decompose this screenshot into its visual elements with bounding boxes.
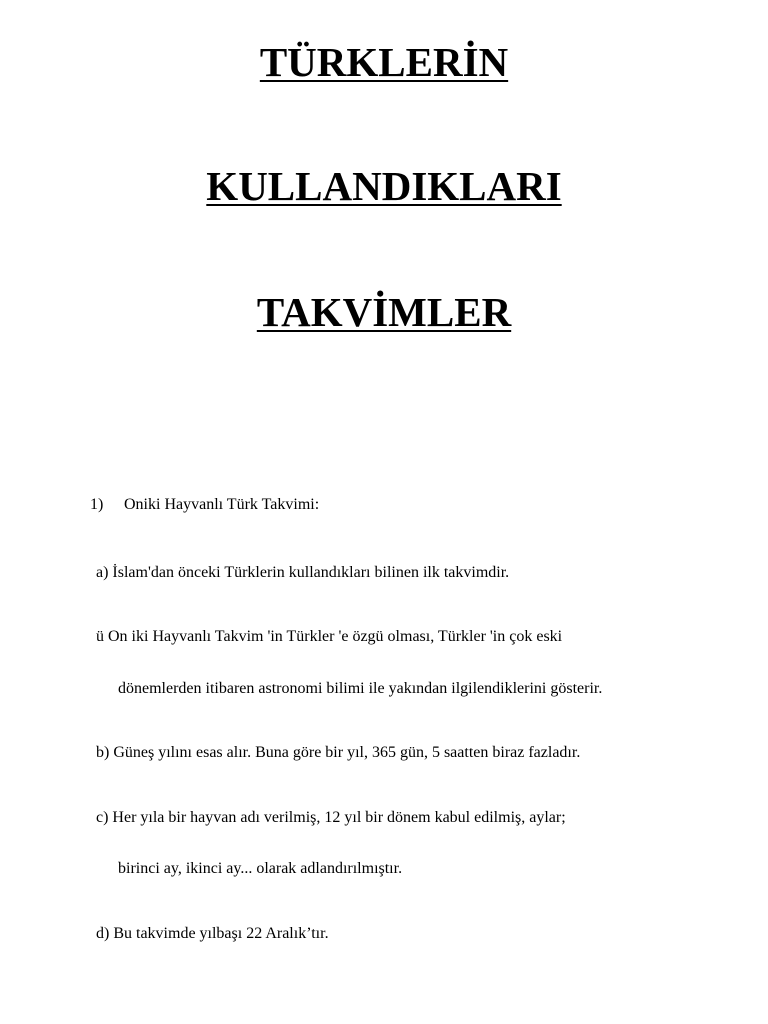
title-line-2 <box>0 162 768 210</box>
paragraph-c-line-2: birinci ay, ikinci ay... olarak adlandırılmıştır. <box>118 860 403 877</box>
title-text-2: KULLANDIKLARI <box>206 163 562 209</box>
bullet-note-line-1: ü On iki Hayvanlı Takvim 'in Türkler 'e özgü olması, Türkler 'in çok eski <box>96 628 563 645</box>
paragraph-a: a) İslam'dan önceki Türklerin kullandıkları bilinen ilk takvimdir. <box>96 564 510 581</box>
title-line-1 <box>0 38 768 86</box>
section-heading-text: Oniki Hayvanlı Türk Takvimi: <box>124 496 320 513</box>
paragraph-d: d) Bu takvimde yılbaşı 22 Aralık’tır. <box>96 925 329 942</box>
title-text-1: TÜRKLERİN <box>259 39 509 85</box>
title-line-3 <box>0 288 768 336</box>
bullet-note-line-2: dönemlerden itibaren astronomi bilimi ile yakından ilgilendiklerini gösterir. <box>118 680 603 697</box>
paragraph-c-line-1: c) Her yıla bir hayvan adı verilmiş, 12 yıl bir dönem kabul edilmiş, aylar; <box>96 809 566 826</box>
paragraph-b: b) Güneş yılını esas alır. Buna göre bir yıl, 365 gün, 5 saatten biraz fazladır. <box>96 744 581 761</box>
section-heading <box>90 495 319 515</box>
title-text-3: TAKVİMLER <box>256 289 512 335</box>
section-number: 1) <box>90 496 104 513</box>
